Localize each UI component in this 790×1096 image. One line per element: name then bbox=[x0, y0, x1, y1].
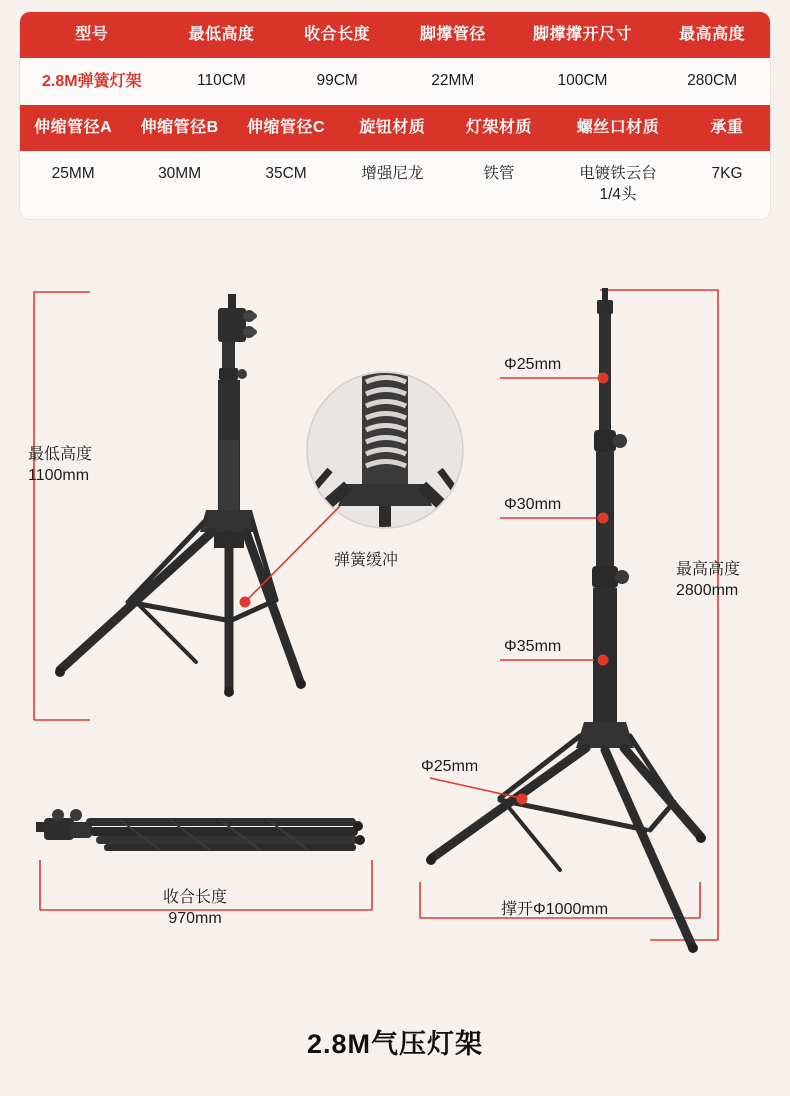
product-diagram bbox=[0, 270, 790, 1010]
tube-a-label: Φ25mm bbox=[504, 356, 562, 373]
spec-header-screw-material: 螺丝口材质 bbox=[576, 119, 660, 137]
spec-table-values-row-1 bbox=[20, 58, 770, 106]
spread-label: 撑开Φ1000mm bbox=[501, 901, 609, 918]
spec-value-stand-material: 铁管 bbox=[483, 164, 515, 182]
folded-light-stand bbox=[36, 809, 365, 851]
spec-table-values-row-2 bbox=[20, 151, 770, 219]
spec-header-model: 型号 bbox=[75, 26, 109, 43]
diagram-svg bbox=[0, 270, 790, 1010]
spec-value-leg-spread: 100CM bbox=[557, 71, 608, 89]
tube-b-label: Φ30mm bbox=[504, 496, 562, 513]
product-title: 2.8M气压灯架 bbox=[306, 1029, 484, 1059]
spring-closeup bbox=[240, 372, 467, 608]
spec-header-max-height: 最高高度 bbox=[679, 26, 746, 43]
left-light-stand bbox=[55, 294, 306, 697]
right-light-stand bbox=[426, 288, 706, 953]
dot-tube-a bbox=[598, 373, 609, 384]
spec-value-knob-material: 增强尼龙 bbox=[361, 164, 424, 182]
spec-value-leg-tube-diameter: 22MM bbox=[431, 71, 475, 89]
spec-value-tube-a: 25MM bbox=[51, 164, 95, 182]
min-height-label bbox=[28, 445, 92, 487]
spec-header-tube-a: 伸缩管径A bbox=[34, 119, 113, 137]
spec-table-header-row-1 bbox=[20, 12, 770, 58]
min-height-label-line2: 1100mm bbox=[28, 466, 90, 484]
spec-header-leg-spread: 脚撑撑开尺寸 bbox=[532, 26, 632, 43]
spec-table bbox=[20, 12, 770, 219]
spec-value-screw-material-text: 电镀铁云台 bbox=[579, 164, 657, 182]
min-height-label-line1: 最低高度 bbox=[28, 446, 93, 463]
tube-c-label: Φ35mm bbox=[504, 638, 562, 655]
spec-header-tube-c: 伸缩管径C bbox=[246, 119, 326, 137]
spring-callout-label: 弹簧缓冲 bbox=[334, 552, 399, 569]
max-height-label-line2: 2800mm bbox=[676, 581, 739, 599]
spec-value-model: 2.8M弹簧灯架 bbox=[42, 72, 142, 90]
max-height-label bbox=[676, 560, 740, 602]
folded-length-label-line2: 970mm bbox=[168, 909, 222, 927]
spec-value-folded-length: 99CM bbox=[316, 71, 358, 89]
spec-header-tube-b: 伸缩管径B bbox=[140, 119, 219, 137]
max-height-label-line1: 最高高度 bbox=[676, 561, 741, 578]
folded-length-label-line1: 收合长度 bbox=[163, 889, 228, 906]
spec-header-min-height: 最低高度 bbox=[188, 26, 255, 43]
spec-value-tube-c: 35CM bbox=[265, 164, 307, 182]
spec-header-stand-material: 灯架材质 bbox=[465, 119, 532, 137]
spec-table-header-row-2 bbox=[20, 105, 770, 151]
spec-value-screw-material bbox=[552, 151, 684, 219]
spec-value-load-capacity: 7KG bbox=[711, 164, 743, 182]
spec-value-screw-material-extra: 1/4头 bbox=[599, 185, 637, 203]
spec-header-load-capacity: 承重 bbox=[710, 119, 744, 137]
dot-tube-b bbox=[598, 513, 609, 524]
spec-header-knob-material: 旋钮材质 bbox=[359, 119, 426, 137]
spec-header-folded-length: 收合长度 bbox=[304, 26, 371, 43]
dot-tube-c bbox=[598, 655, 609, 666]
spec-value-max-height: 280CM bbox=[687, 71, 738, 89]
spec-value-tube-b: 30MM bbox=[158, 164, 202, 182]
spec-value-min-height: 110CM bbox=[197, 71, 246, 89]
folded-length-label bbox=[163, 888, 227, 930]
dot-leg-tube bbox=[517, 794, 528, 805]
leg-tube-label: Φ25mm bbox=[421, 758, 479, 775]
spec-header-leg-tube-diameter: 脚撑管径 bbox=[419, 26, 486, 43]
